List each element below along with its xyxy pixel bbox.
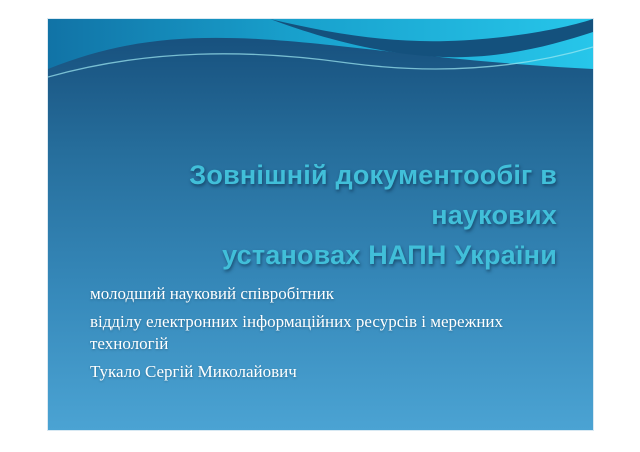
- slide-title-line-2: установах НАПН України: [222, 240, 557, 270]
- slide-title: [78, 155, 557, 275]
- slide-title-line-1: Зовнішній документообіг в наукових: [189, 160, 557, 230]
- subtitle-position-line: молодший науковий співробітник: [90, 284, 335, 303]
- subtitle-department-line: відділу електронних інформаційних ресурсів і мережних технологій: [90, 312, 504, 353]
- title-slide: [48, 19, 593, 430]
- subtitle-author-name: Тукало Сергій Миколайович: [90, 362, 297, 381]
- slide-subtitle: [90, 283, 522, 389]
